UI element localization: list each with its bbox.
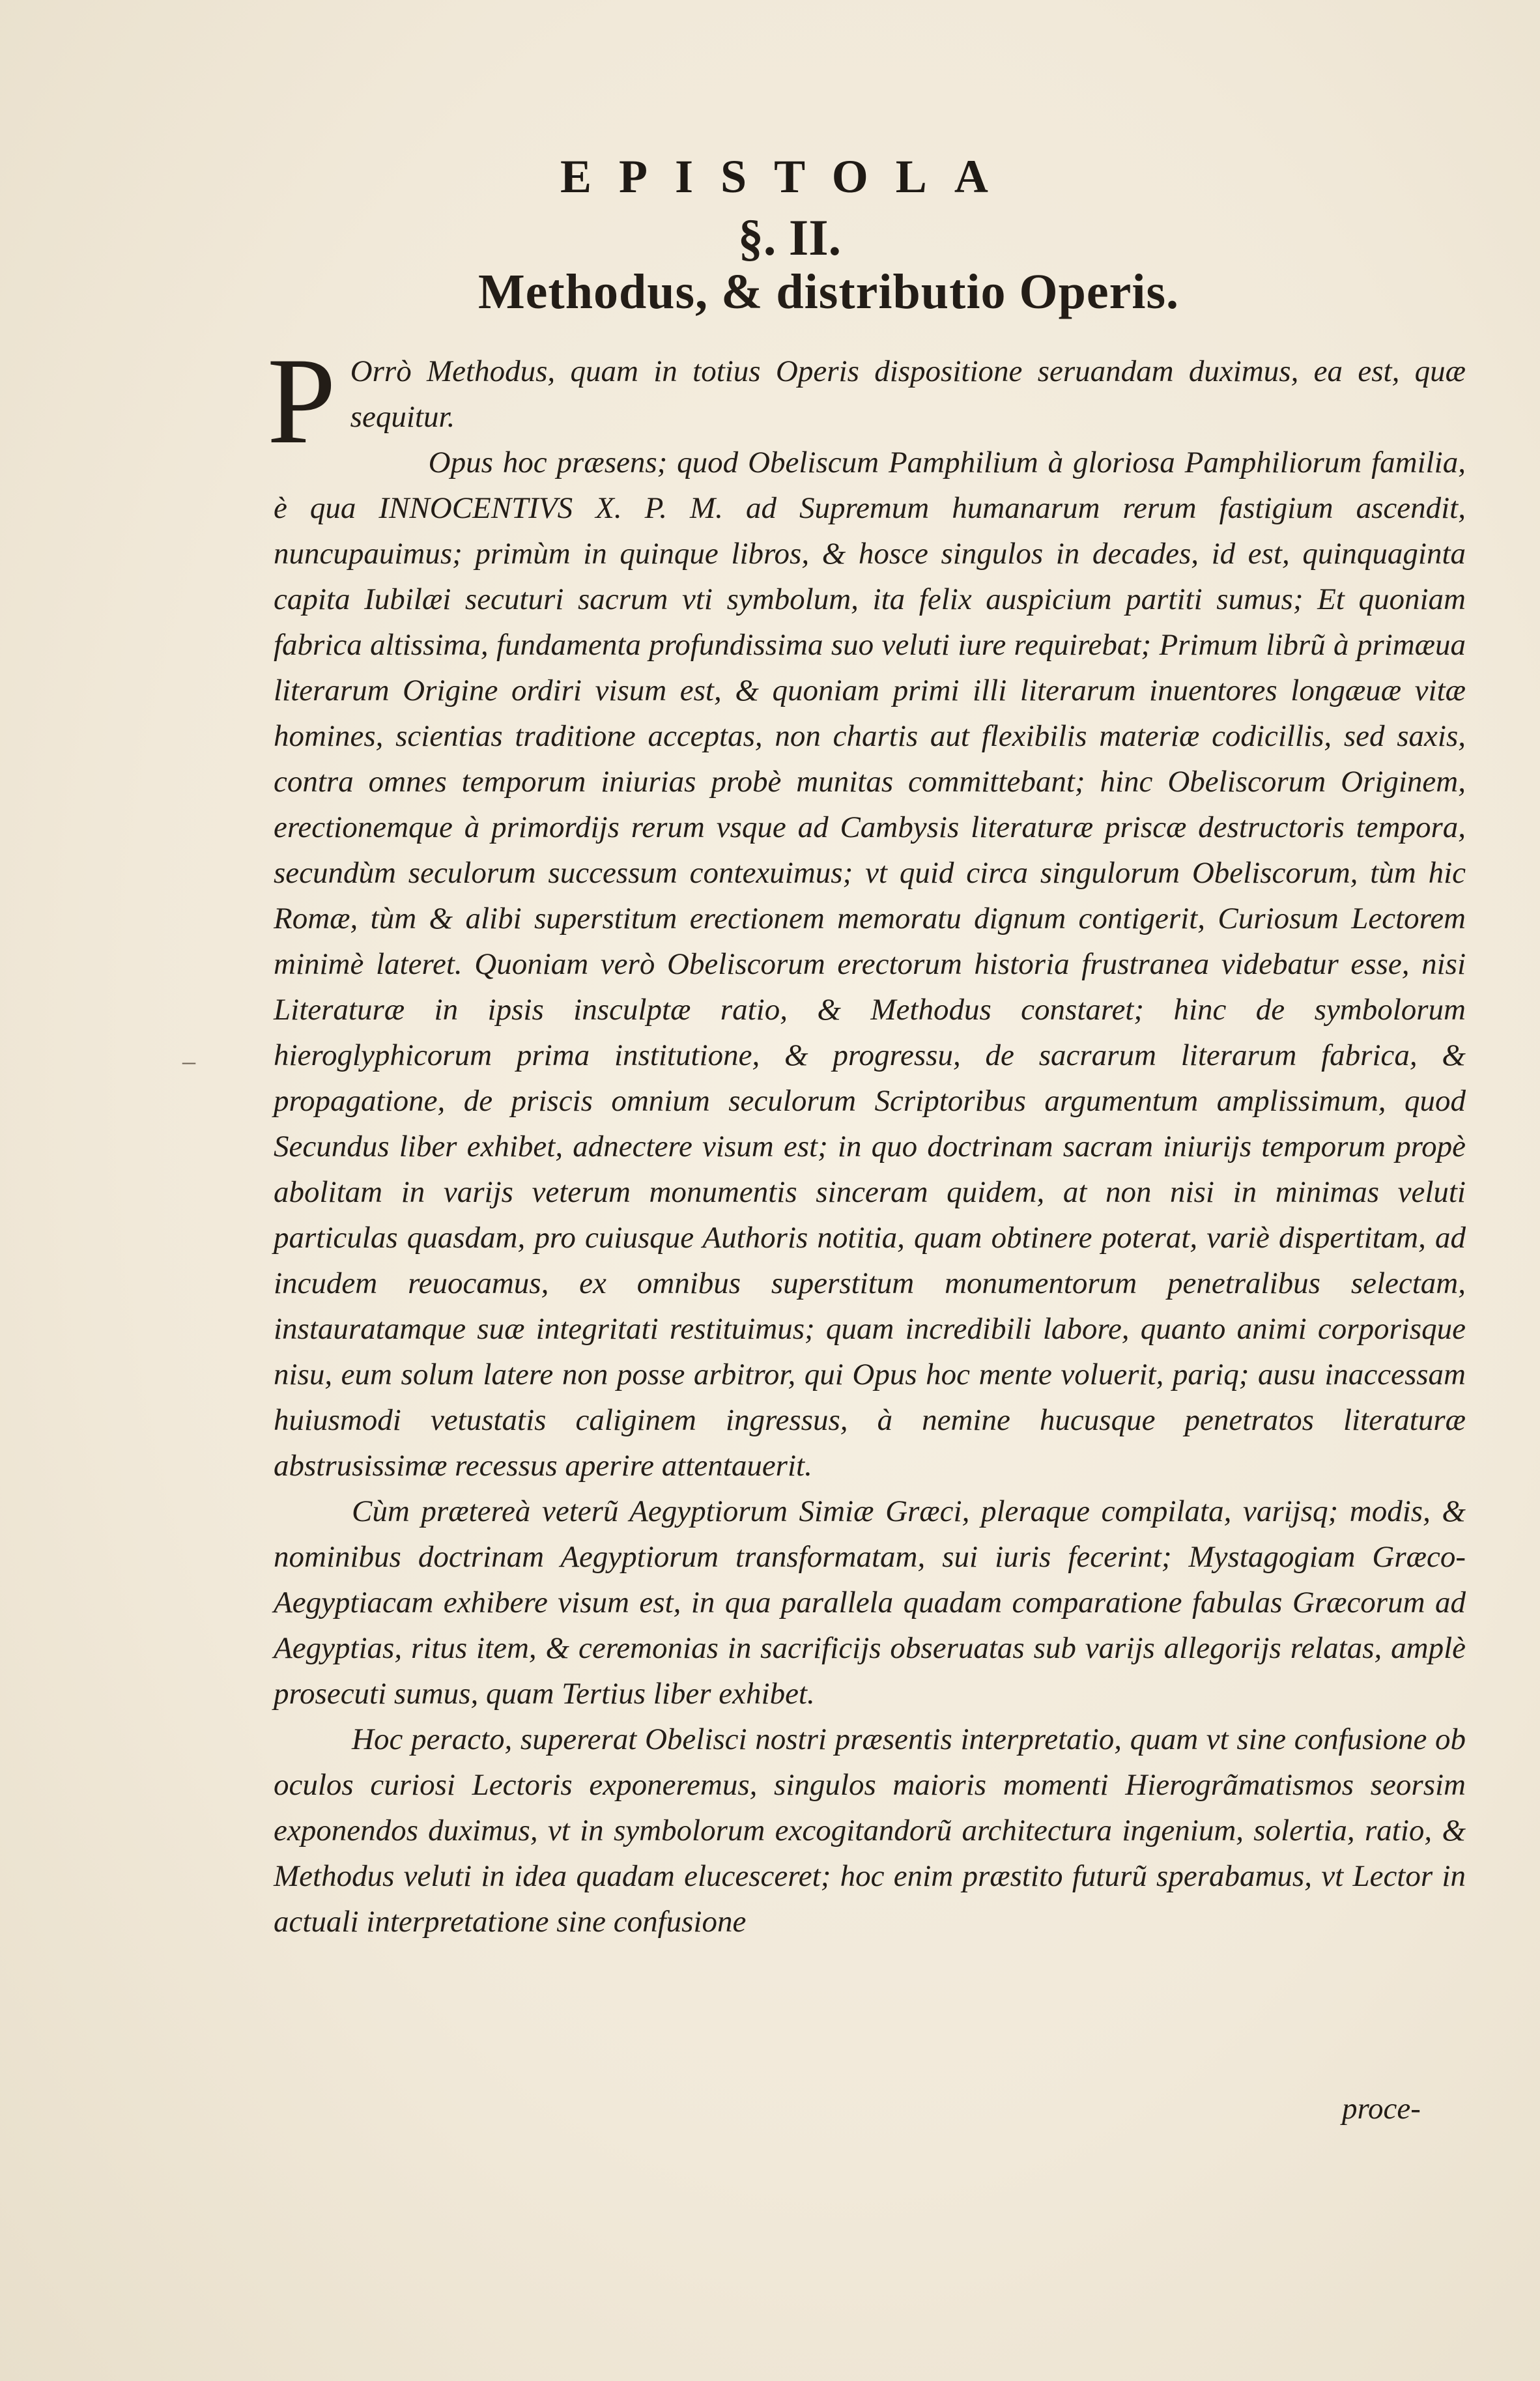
paragraph-2: Opus hoc præsens; quod Obeliscum Pamphilium à gloriosa Pamphiliorum familia, è qua INNOCENTIVS X. P. M. ad Supremum humanarum rerum fastigium ascendit, nuncupauimus; primùm in quinque libros, & hosce singulos in decades, id est, quinquaginta capita Iubilæi secuturi sacrum vti symbolum, ita felix auspicium partiti sumus; Et quoniam fabrica altissima, fundamenta profundissima suo veluti iure requirebat; Primum librũ à primæua literarum Origine ordiri visum est, & quoniam primi illi literarum inuentores longæuæ vitæ homines, scientias traditione acceptas, non chartis aut flexibilis materiæ codicillis, sed saxis, contra omnes temporum iniurias probè munitas committebant; hinc Obeliscorum Originem, erectionemque à primordijs rerum vsque ad Cambysis literaturæ priscæ destructoris tempora, secundùm seculorum successum contexuimus; vt quid circa singulorum Obeliscorum, tùm hic Romæ, tùm & alibi superstitum erectionem memoratu dignum contigerit, Curiosum Lectorem minimè lateret. Quoniam verò Obeliscorum erectorum historia frustranea videbatur esse, nisi Literaturæ in ipsis insculptæ ratio, & Methodus constaret; hinc de symbolorum hieroglyphicorum prima institutione, & progressu, de sacrarum literarum fabrica, & propagatione, de priscis omnium seculorum Scriptoribus argumentum amplissimum, quod Secundus liber exhibet, adnectere visum est; in quo doctrinam sacram iniurijs temporum propè abolitam in varijs veterum monumentis sinceram quidem, at non nisi in minimas veluti particulas quasdam, pro cuiusque Authoris notitia, quam obtinere poterat, variè dispertitam, ad incudem reuocamus, ex omnibus superstitum monumentorum penetralibus selectam, instauratamque suæ integritati restituimus; quam incredibili labore, quanto animi corporisque nisu, eum solum latere non posse arbitror, qui Opus hoc mente voluerit, pariq; ausu inaccessam huiusmodi vetustatis caliginem ingressus, à nemine hucusque penetratos literaturæ abstrusissimæ recessus aperire attentauerit. xyxy=(274,446,1466,1483)
body-text xyxy=(267,333,1466,1945)
paragraph-3: Cùm prætereà veterũ Aegyptiorum Simiæ Græci, pleraque compilata, varijsq; modis, & nominibus doctrinam Aegyptiorum transformatam, sui iuris fecerint; Mystagogiam Græco-Aegyptiacam exhibere visum est, in qua parallela quadam comparatione fabulas Græcorum ad Aegyptias, ritus item, & ceremonias in sacrificijs obseruatas sub varijs allegorijs relatas, amplè prosecuti sumus, quam Tertius liber exhibet. xyxy=(274,1494,1466,1711)
paragraph-1 xyxy=(267,333,1466,470)
section-number: §. II. xyxy=(737,209,842,266)
section-title: Methodus, & distributio Operis. xyxy=(478,264,1180,319)
paragraph-1-text: Orrò Methodus, quam in totius Operis dispositione seruandam duximus, ea est, quæ sequitur. xyxy=(350,354,1466,434)
paragraph-4: Hoc peracto, supererat Obelisci nostri præsentis interpretatio, quam vt sine confusione ob oculos curiosi Lectoris exponeremus, singulos maioris momenti Hierogrãmatismos seorsim exponendos duximus, vt in symbolorum excogitandorũ architectura ingenium, solertia, ratio, & Methodus veluti in idea quadam elucesceret; hoc enim præstito futurũ sperabamus, vt Lector in actuali interpretatione sine confusione xyxy=(274,1722,1466,1939)
drop-cap: P xyxy=(267,333,336,470)
catchword: proce- xyxy=(1342,2092,1421,2126)
margin-dash: – xyxy=(182,1046,195,1076)
running-head: EPISTOLA xyxy=(560,150,1016,203)
